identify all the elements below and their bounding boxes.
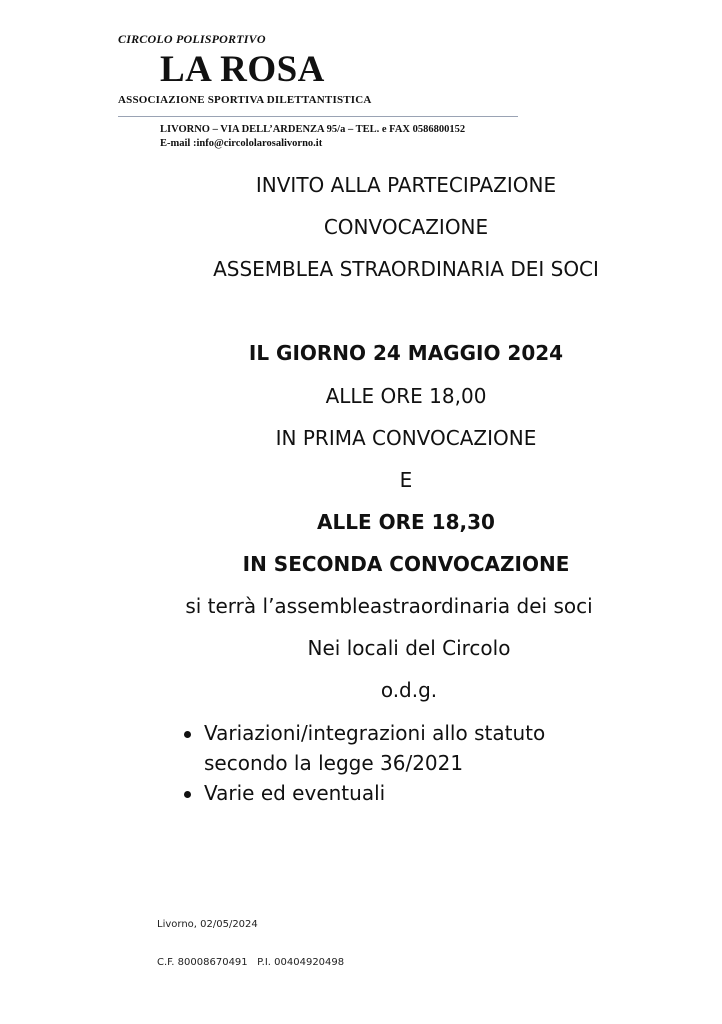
conjunction: E [399, 468, 413, 492]
first-call-label: IN PRIMA CONVOCAZIONE [275, 426, 537, 450]
letterhead-association: ASSOCIAZIONE SPORTIVA DILETTANTISTICA [118, 94, 372, 106]
bullet-icon [184, 791, 191, 798]
agenda-label: o.d.g. [380, 678, 438, 702]
agenda-item [180, 718, 700, 778]
agenda-list [180, 718, 700, 808]
heading-invitation: INVITO ALLA PARTECIPAZIONE [255, 173, 557, 197]
second-call-time: ALLE ORE 18,30 [317, 510, 495, 534]
tax-codes: C.F. 80008670491 P.I. 00404920498 [157, 957, 345, 968]
first-call-time: ALLE ORE 18,00 [325, 384, 487, 408]
heading-convocation: CONVOCAZIONE [323, 215, 489, 239]
letterhead-club-name: LA ROSA [160, 49, 325, 90]
agenda-item [180, 778, 700, 808]
letterhead-circolo: CIRCOLO POLISPORTIVO [118, 32, 266, 46]
bullet-icon [184, 731, 191, 738]
place-and-date: Livorno, 02/05/2024 [157, 919, 258, 930]
letterhead-contact [160, 123, 538, 151]
letterhead [118, 32, 538, 151]
agenda-item-line: Variazioni/integrazioni allo statuto [204, 721, 546, 745]
letterhead-email: E-mail :info@circololarosalivorno.it [160, 138, 323, 149]
assembly-location: Nei locali del Circolo [307, 636, 511, 660]
second-call-label: IN SECONDA CONVOCAZIONE [242, 552, 570, 576]
letterhead-divider [118, 116, 518, 117]
meeting-date: IL GIORNO 24 MAGGIO 2024 [248, 341, 564, 365]
agenda-item-line: secondo la legge 36/2021 [204, 751, 464, 775]
agenda-item-line: Varie ed eventuali [204, 781, 386, 805]
letterhead-address: LIVORNO – VIA DELL’ARDENZA 95/a – TEL. e FAX 0586800152 [160, 124, 466, 135]
assembly-statement: si terrà l’assembleastraordinaria dei soci [185, 594, 593, 618]
heading-assembly: ASSEMBLEA STRAORDINARIA DEI SOCI [213, 257, 599, 281]
